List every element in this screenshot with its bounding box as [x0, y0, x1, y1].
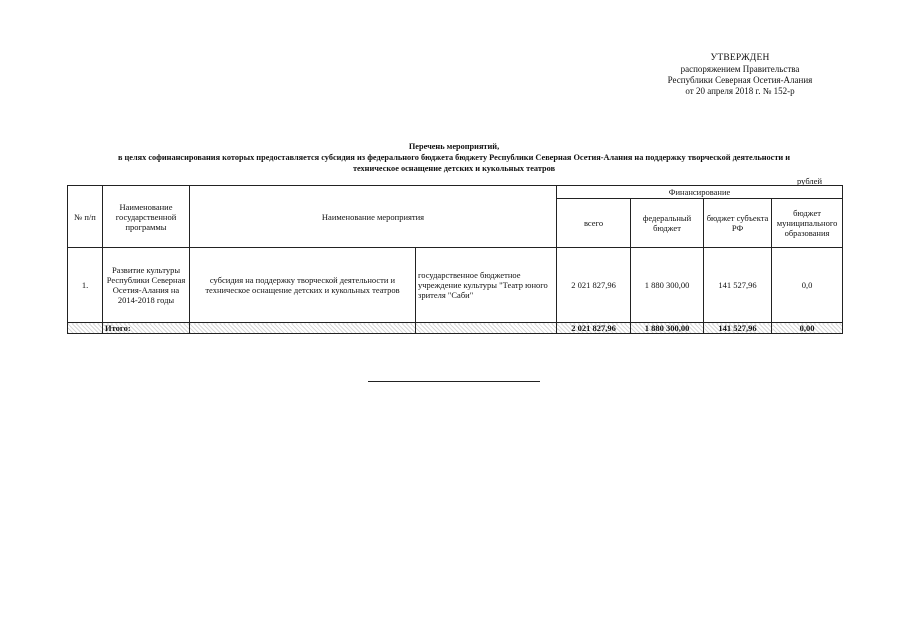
title-line-2: в целях софинансирования которых предоставляется субсидия из федерального бюджета бюджету Республики Северная Осетия-Алания на поддержку творческой деятельности и — [117, 153, 791, 162]
totals-label: Итого: — [103, 323, 190, 334]
totals-recipient-cell — [416, 323, 557, 334]
approval-stamp — [640, 53, 840, 97]
header-municipal: бюджет муниципального образования — [772, 199, 843, 248]
cell-num: 1. — [68, 248, 103, 323]
approval-date-line: от 20 апреля 2018 г. № 152-р — [685, 86, 795, 96]
header-regional: бюджет субъекта РФ — [704, 199, 772, 248]
header-financing: Финансирование — [557, 186, 843, 199]
header-row-1 — [68, 186, 843, 199]
cell-recipient: государственное бюджетное учреждение культуры "Театр юного зрителя "Саби" — [416, 248, 557, 323]
activities-table — [67, 185, 843, 334]
closing-line — [368, 381, 540, 382]
title-line-1: Перечень мероприятий, — [408, 142, 500, 151]
units-label: рублей — [797, 176, 822, 186]
totals-row — [68, 323, 843, 334]
cell-total: 2 021 827,96 — [557, 248, 631, 323]
document-title — [66, 141, 842, 174]
header-activity: Наименование мероприятия — [190, 186, 557, 248]
approval-heading: УТВЕРЖДЕН — [710, 53, 770, 63]
table-row — [68, 248, 843, 323]
cell-regional: 141 527,96 — [704, 248, 772, 323]
cell-program: Развитие культуры Республики Северная Осетия-Алания на 2014-2018 годы — [103, 248, 190, 323]
header-program: Наименование государственной программы — [103, 186, 190, 248]
header-federal: федеральный бюджет — [631, 199, 704, 248]
totals-municipal: 0,00 — [772, 323, 843, 334]
header-total: всего — [557, 199, 631, 248]
totals-federal: 1 880 300,00 — [631, 323, 704, 334]
totals-num-cell — [68, 323, 103, 334]
cell-municipal: 0,0 — [772, 248, 843, 323]
totals-activity-cell — [190, 323, 416, 334]
cell-activity: субсидия на поддержку творческой деятельности и техническое оснащение детских и кукольных театров — [190, 248, 416, 323]
totals-regional: 141 527,96 — [704, 323, 772, 334]
approval-line-2: распоряжением Правительства — [680, 64, 800, 74]
header-num: № п/п — [68, 186, 103, 248]
cell-federal: 1 880 300,00 — [631, 248, 704, 323]
approval-line-3: Республики Северная Осетия-Алания — [667, 75, 813, 85]
totals-total: 2 021 827,96 — [557, 323, 631, 334]
title-line-3: техническое оснащение детских и кукольных театров — [352, 164, 556, 173]
